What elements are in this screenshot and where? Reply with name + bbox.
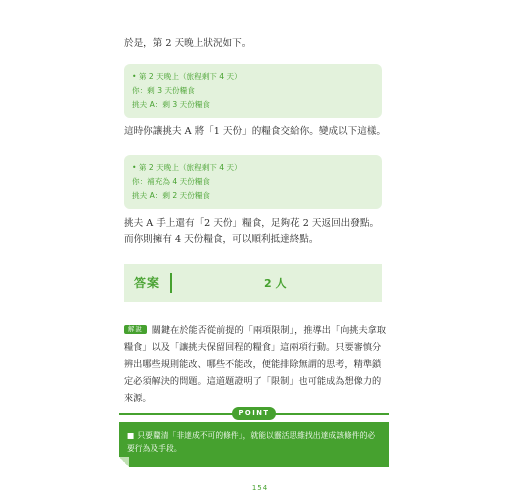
status-box-after bbox=[124, 155, 382, 209]
explanation-paragraph bbox=[124, 322, 390, 407]
status-line-you: 你：補充為 4 天份糧食 bbox=[132, 177, 211, 186]
status-box-before bbox=[124, 64, 382, 118]
status-line-porter: 挑夫 A：剩 3 天份糧食 bbox=[132, 100, 211, 109]
middle-paragraph: 這時你讓挑夫 A 將「1 天份」的糧食交給你。變成以下這樣。 bbox=[124, 126, 387, 137]
conclusion-line-2: 而你則擁有 4 天份糧食，可以順利抵達終點。 bbox=[124, 234, 319, 245]
status-box-heading: • 第 2 天晚上（旅程剩下 4 天） bbox=[132, 72, 242, 81]
point-label: POINT bbox=[232, 407, 276, 420]
page-fold-icon bbox=[119, 457, 129, 467]
status-box-heading: • 第 2 天晚上（旅程剩下 4 天） bbox=[132, 163, 242, 172]
status-line-you: 你：剩 3 天份糧食 bbox=[132, 86, 195, 95]
answer-bar bbox=[124, 264, 382, 302]
point-box bbox=[119, 422, 389, 467]
answer-value: 2 人 bbox=[264, 277, 287, 290]
explanation-tag: 解說 bbox=[124, 325, 147, 334]
explanation-text: 關鍵在於能否從前提的「兩項限制」，推導出「向挑夫拿取糧食」以及「讓挑夫保留回程的糧食」這兩項行動。只要審慎分辨出哪些規則能改、哪些不能改，便能排除無謂的思考，精準鎖定必須解決的問題。這道題證明了「限制」也可能成為想像力的來源。 bbox=[124, 325, 387, 404]
page-number: 154 bbox=[251, 484, 269, 492]
answer-label: 答案 bbox=[134, 276, 161, 290]
point-callout bbox=[119, 407, 389, 467]
point-text: 只要釐清「非達成不可的條件」，就能以靈活思維找出達成該條件的必要行為及手段。 bbox=[127, 431, 376, 453]
square-bullet-icon: ■ bbox=[127, 431, 135, 440]
answer-divider bbox=[170, 273, 172, 293]
intro-paragraph: 於是，第 2 天晚上狀況如下。 bbox=[124, 38, 252, 49]
conclusion-paragraph bbox=[124, 216, 394, 248]
status-line-porter: 挑夫 A：剩 2 天份糧食 bbox=[132, 191, 211, 200]
conclusion-line-1: 挑夫 A 手上還有「2 天份」糧食，足夠花 2 天返回出發點。 bbox=[124, 218, 380, 229]
